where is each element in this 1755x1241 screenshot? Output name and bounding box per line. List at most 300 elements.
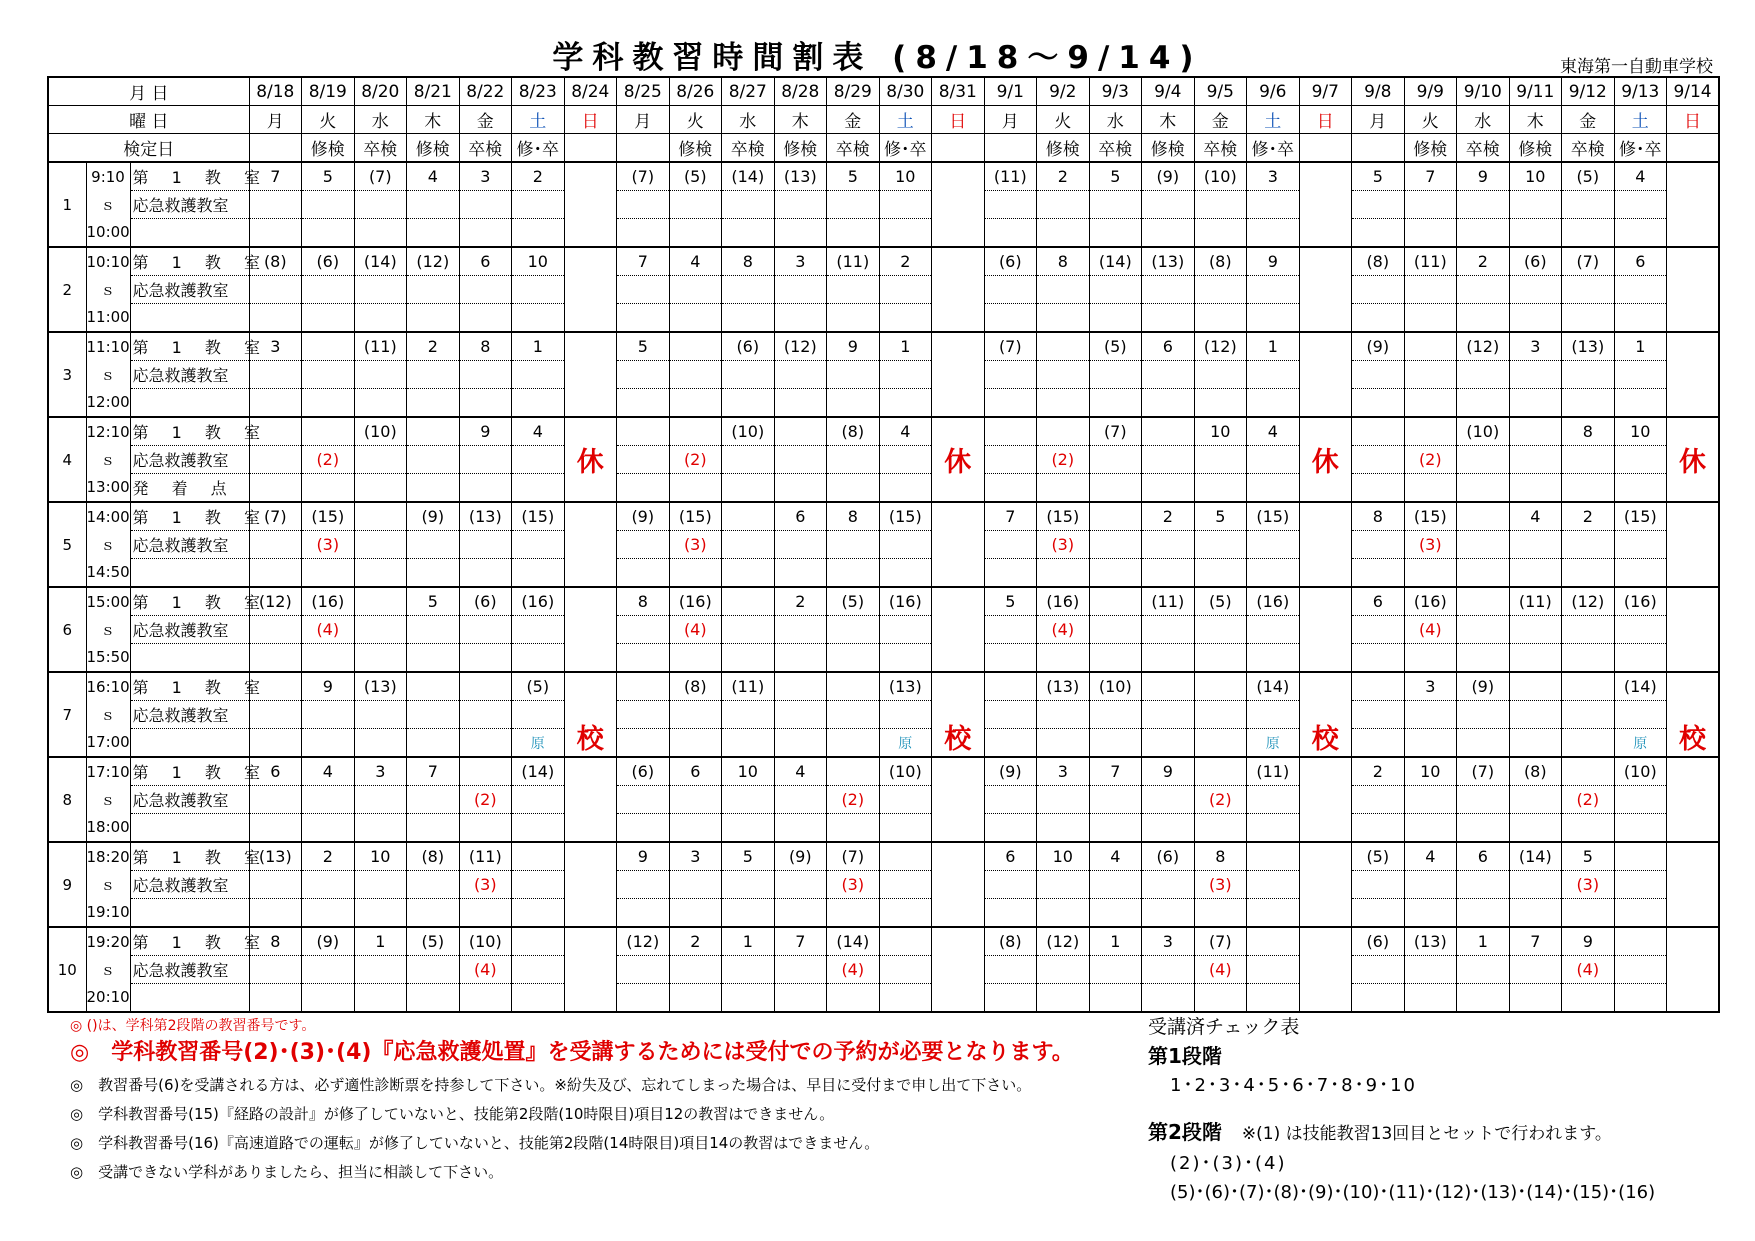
holiday-cell [1299, 757, 1352, 786]
blank-cell [1142, 304, 1195, 333]
first-aid-cell [1404, 191, 1457, 219]
first-aid-cell [984, 616, 1037, 644]
blank-cell [1509, 814, 1562, 843]
blank-cell [1562, 559, 1615, 588]
first-aid-cell [249, 361, 302, 389]
table-row [48, 559, 1719, 588]
first-aid-cell: (2) [459, 786, 512, 814]
first-aid-cell: (4) [1037, 616, 1090, 644]
first-aid-cell [1247, 786, 1300, 814]
room-label: 第 1 教 室 [130, 587, 249, 616]
lesson-cell [407, 672, 460, 701]
check-title: 受講済チェック表 [1148, 1016, 1300, 1038]
holiday-cell [564, 814, 617, 843]
first-aid-cell [879, 871, 932, 899]
lesson-cell: 8 [459, 332, 512, 361]
blank-cell [827, 899, 880, 928]
first-aid-cell [1404, 276, 1457, 304]
lesson-cell [1037, 332, 1090, 361]
lesson-cell: 8 [722, 247, 775, 276]
blank-cell [1352, 644, 1405, 673]
first-aid-cell: (3) [1404, 531, 1457, 559]
first-aid-cell [302, 786, 355, 814]
blank-cell [1457, 729, 1510, 758]
day-dow-cell: 水 [722, 106, 775, 134]
blank-cell [1037, 984, 1090, 1013]
first-aid-cell [302, 191, 355, 219]
table-row [48, 531, 1719, 559]
holiday-cell [1667, 871, 1720, 899]
first-aid-cell [617, 616, 670, 644]
first-aid-cell [879, 701, 932, 729]
blank-cell [1509, 389, 1562, 418]
holiday-cell [932, 587, 985, 616]
blank-cell [249, 304, 302, 333]
lesson-cell [1457, 587, 1510, 616]
time-separator: ｓ [86, 361, 130, 389]
blank-cell [1614, 389, 1667, 418]
blank-cell [1247, 219, 1300, 248]
first-aid-cell [512, 616, 565, 644]
lesson-cell: (12) [407, 247, 460, 276]
holiday-rest-label: 休 [1679, 447, 1707, 478]
lesson-cell: 6 [249, 757, 302, 786]
holiday-cell [932, 304, 985, 333]
holiday-cell [1667, 786, 1720, 814]
first-aid-cell [1562, 361, 1615, 389]
lesson-cell: (16) [1404, 587, 1457, 616]
blank-cell [1404, 984, 1457, 1013]
first-aid-cell: (4) [1562, 956, 1615, 984]
lesson-cell: (12) [1037, 927, 1090, 956]
blank-cell [1037, 814, 1090, 843]
blank-cell [1614, 474, 1667, 503]
lesson-cell: (8) [407, 842, 460, 871]
room-label: 応急救護教室 [130, 446, 249, 474]
first-aid-cell [1089, 616, 1142, 644]
blank-cell [1247, 814, 1300, 843]
room-label: 応急救護教室 [130, 531, 249, 559]
blank-cell [722, 984, 775, 1013]
blank-cell [1142, 984, 1195, 1013]
room-label: 第 1 教 室 [130, 927, 249, 956]
first-aid-cell: (3) [669, 531, 722, 559]
holiday-cell [564, 587, 617, 616]
table-row [48, 361, 1719, 389]
blank-cell [1457, 304, 1510, 333]
blank-cell [827, 984, 880, 1013]
first-aid-cell [984, 786, 1037, 814]
lesson-cell: 3 [354, 757, 407, 786]
room-label [130, 984, 249, 1013]
holiday-school-label: 校 [944, 724, 972, 755]
period-number: 8 [48, 757, 86, 842]
blank-cell [249, 474, 302, 503]
holiday-cell [1299, 672, 1352, 757]
first-aid-cell [984, 276, 1037, 304]
holiday-cell [1299, 842, 1352, 871]
blank-cell [669, 729, 722, 758]
holiday-cell [564, 644, 617, 673]
day-exam-cell [564, 134, 617, 163]
day-exam-cell: 卒検 [1562, 134, 1615, 163]
first-aid-cell [1352, 956, 1405, 984]
first-aid-cell [249, 701, 302, 729]
blank-cell [984, 219, 1037, 248]
day-date-cell: 9/7 [1299, 77, 1352, 106]
blank-cell [984, 304, 1037, 333]
blank-cell [669, 474, 722, 503]
first-aid-cell [1509, 191, 1562, 219]
lesson-cell: 3 [669, 842, 722, 871]
first-aid-cell [1457, 786, 1510, 814]
blank-cell [1509, 644, 1562, 673]
lesson-cell: 4 [1089, 842, 1142, 871]
period-number: 4 [48, 417, 86, 502]
first-aid-cell [1194, 276, 1247, 304]
day-date-cell: 9/10 [1457, 77, 1510, 106]
blank-cell [1509, 899, 1562, 928]
first-aid-cell [1457, 701, 1510, 729]
blank-cell [1247, 304, 1300, 333]
blank-cell [1614, 899, 1667, 928]
day-date-cell: 9/5 [1194, 77, 1247, 106]
day-exam-cell: 修検 [1142, 134, 1195, 163]
blank-cell [1352, 984, 1405, 1013]
first-aid-cell [1457, 616, 1510, 644]
first-aid-cell [354, 956, 407, 984]
blank-cell [407, 899, 460, 928]
blank-cell [1037, 559, 1090, 588]
day-date-cell: 8/26 [669, 77, 722, 106]
first-aid-cell [459, 701, 512, 729]
blank-cell [1194, 814, 1247, 843]
first-aid-cell: (2) [1562, 786, 1615, 814]
lesson-cell: (10) [459, 927, 512, 956]
lesson-cell: (9) [1352, 332, 1405, 361]
blank-cell [774, 899, 827, 928]
blank-cell [354, 814, 407, 843]
lesson-cell: (15) [879, 502, 932, 531]
blank-cell [1562, 474, 1615, 503]
blank-cell [249, 219, 302, 248]
first-aid-cell [1089, 446, 1142, 474]
holiday-cell [1667, 502, 1720, 531]
lesson-cell: (8) [1194, 247, 1247, 276]
first-aid-cell [1142, 871, 1195, 899]
blank-cell [879, 219, 932, 248]
first-aid-cell [1247, 871, 1300, 899]
first-aid-cell: (2) [302, 446, 355, 474]
room-label [130, 899, 249, 928]
blank-cell [1404, 389, 1457, 418]
first-aid-cell [984, 956, 1037, 984]
lesson-cell: 1 [879, 332, 932, 361]
holiday-cell [932, 814, 985, 843]
first-aid-cell [354, 276, 407, 304]
first-aid-cell [1614, 786, 1667, 814]
holiday-cell [1299, 644, 1352, 673]
blank-cell [354, 644, 407, 673]
first-aid-cell [512, 871, 565, 899]
blank-cell [302, 814, 355, 843]
first-aid-cell [669, 871, 722, 899]
first-aid-cell [1247, 616, 1300, 644]
first-aid-cell [879, 616, 932, 644]
first-aid-cell: (2) [1194, 786, 1247, 814]
period-number: 3 [48, 332, 86, 417]
lesson-cell [617, 672, 670, 701]
lesson-cell: 7 [984, 502, 1037, 531]
first-aid-cell [774, 531, 827, 559]
first-aid-cell [407, 276, 460, 304]
lesson-cell: 4 [669, 247, 722, 276]
room-label [130, 814, 249, 843]
first-aid-cell [722, 191, 775, 219]
holiday-cell [564, 616, 617, 644]
lesson-cell: (10) [1614, 757, 1667, 786]
first-aid-cell [1352, 786, 1405, 814]
blank-cell [669, 389, 722, 418]
first-aid-cell [984, 446, 1037, 474]
period-time: 18:00 [86, 814, 130, 843]
period-time: 10:00 [86, 219, 130, 248]
stage1-list: 1･2･3･4･5･6･7･8･9･10 [1170, 1075, 1417, 1096]
lesson-cell [774, 417, 827, 446]
holiday-school-label: 校 [576, 724, 604, 755]
lesson-cell: (6) [617, 757, 670, 786]
table-row [48, 672, 1719, 701]
lesson-cell [984, 417, 1037, 446]
lesson-cell [1089, 502, 1142, 531]
lesson-cell: 6 [1352, 587, 1405, 616]
table-row [48, 701, 1719, 729]
period-time: 17:10 [86, 757, 130, 786]
blank-cell [1562, 984, 1615, 1013]
first-aid-cell [1614, 701, 1667, 729]
lesson-cell: 5 [1089, 162, 1142, 191]
blank-cell [669, 984, 722, 1013]
blank-cell [1194, 474, 1247, 503]
lesson-cell: 5 [407, 587, 460, 616]
blank-cell [302, 559, 355, 588]
lesson-cell: 6 [774, 502, 827, 531]
first-aid-cell [1614, 276, 1667, 304]
first-aid-cell [1404, 361, 1457, 389]
blank-cell [1194, 389, 1247, 418]
lesson-cell: (13) [249, 842, 302, 871]
period-time: 15:50 [86, 644, 130, 673]
lesson-cell: (14) [1089, 247, 1142, 276]
room-label: 第 1 教 室 [130, 247, 249, 276]
table-row [48, 956, 1719, 984]
lesson-cell: (7) [354, 162, 407, 191]
lesson-cell: 4 [879, 417, 932, 446]
holiday-cell [932, 389, 985, 418]
exam-header: 検定日 [48, 134, 249, 163]
blank-cell [879, 474, 932, 503]
blank-cell [1089, 219, 1142, 248]
lesson-cell: (11) [1404, 247, 1457, 276]
first-aid-cell [512, 361, 565, 389]
day-dow-cell: 水 [1457, 106, 1510, 134]
blank-cell [459, 644, 512, 673]
blank-cell [1089, 559, 1142, 588]
lesson-cell: (14) [512, 757, 565, 786]
blank-cell [722, 814, 775, 843]
lesson-cell: 5 [617, 332, 670, 361]
lesson-cell: (7) [1089, 417, 1142, 446]
blank-cell [512, 899, 565, 928]
first-aid-cell [1614, 616, 1667, 644]
first-aid-cell [1352, 276, 1405, 304]
lesson-cell: 10 [1509, 162, 1562, 191]
first-aid-cell: (4) [1194, 956, 1247, 984]
day-exam-cell: 卒検 [827, 134, 880, 163]
first-aid-cell [1089, 361, 1142, 389]
blank-cell [1142, 389, 1195, 418]
table-row [48, 871, 1719, 899]
blank-cell [984, 559, 1037, 588]
lesson-cell: (12) [249, 587, 302, 616]
first-aid-cell [722, 446, 775, 474]
day-dow-cell: 金 [1562, 106, 1615, 134]
day-exam-cell: 修･卒 [1247, 134, 1300, 163]
blank-cell [879, 304, 932, 333]
day-date-cell: 8/24 [564, 77, 617, 106]
lesson-cell [459, 757, 512, 786]
lesson-cell: (9) [1457, 672, 1510, 701]
first-aid-cell [302, 276, 355, 304]
blank-cell [1142, 219, 1195, 248]
lesson-cell [827, 672, 880, 701]
room-label: 応急救護教室 [130, 956, 249, 984]
blank-cell [774, 389, 827, 418]
lesson-cell: (5) [827, 587, 880, 616]
day-dow-cell: 火 [302, 106, 355, 134]
lesson-cell: (6) [984, 247, 1037, 276]
note-consult: ◎ 受講できない学科がありましたら、担当に相談して下さい。 [70, 1163, 504, 1181]
first-aid-cell [1037, 871, 1090, 899]
blank-cell [407, 389, 460, 418]
blank-cell [827, 304, 880, 333]
first-aid-cell [407, 956, 460, 984]
page-title: 学科教習時間割表 (8/18〜9/14) [552, 40, 1203, 76]
lesson-cell: (16) [669, 587, 722, 616]
first-aid-cell [984, 701, 1037, 729]
first-aid-cell [722, 276, 775, 304]
lesson-cell [1614, 842, 1667, 871]
first-aid-cell [617, 361, 670, 389]
first-aid-cell [302, 361, 355, 389]
day-exam-cell [984, 134, 1037, 163]
day-exam-cell [249, 134, 302, 163]
day-exam-cell: 卒検 [722, 134, 775, 163]
day-date-cell: 8/22 [459, 77, 512, 106]
first-aid-cell [249, 276, 302, 304]
lesson-cell: 9 [827, 332, 880, 361]
day-exam-cell: 卒検 [1457, 134, 1510, 163]
first-aid-cell [1562, 446, 1615, 474]
blank-cell [459, 899, 512, 928]
blank-cell [407, 729, 460, 758]
lesson-cell [1352, 672, 1405, 701]
holiday-cell [932, 871, 985, 899]
holiday-cell [1299, 786, 1352, 814]
blank-cell [722, 644, 775, 673]
day-dow-cell: 月 [1352, 106, 1405, 134]
lesson-cell: 1 [1247, 332, 1300, 361]
holiday-cell [564, 361, 617, 389]
first-aid-cell [407, 191, 460, 219]
holiday-cell [1667, 332, 1720, 361]
room-label: 第 1 教 室 [130, 162, 249, 191]
holiday-cell [1299, 219, 1352, 248]
first-aid-cell [1457, 191, 1510, 219]
room-label [130, 644, 249, 673]
first-aid-cell [774, 956, 827, 984]
lesson-cell: 10 [1614, 417, 1667, 446]
first-aid-cell [302, 871, 355, 899]
holiday-cell [932, 984, 985, 1013]
holiday-rest-label: 休 [576, 447, 604, 478]
lesson-cell [1089, 587, 1142, 616]
room-label: 第 1 教 室 [130, 332, 249, 361]
day-exam-cell [1667, 134, 1720, 163]
first-aid-cell [1089, 786, 1142, 814]
lesson-cell: 3 [1509, 332, 1562, 361]
first-aid-cell [1247, 191, 1300, 219]
lesson-cell: (9) [302, 927, 355, 956]
lesson-cell: 9 [459, 417, 512, 446]
holiday-cell [932, 417, 985, 502]
blank-cell [984, 729, 1037, 758]
day-date-cell: 9/14 [1667, 77, 1720, 106]
lesson-cell: 5 [722, 842, 775, 871]
lesson-cell: (15) [1037, 502, 1090, 531]
first-aid-cell [827, 616, 880, 644]
first-aid-cell [1509, 446, 1562, 474]
table-row [48, 587, 1719, 616]
blank-cell [1562, 644, 1615, 673]
attendance-check-table [1148, 1013, 1655, 1207]
first-aid-cell [722, 701, 775, 729]
first-aid-cell [1037, 361, 1090, 389]
first-aid-cell [1089, 191, 1142, 219]
first-aid-cell [774, 361, 827, 389]
blank-cell [1562, 899, 1615, 928]
lesson-cell: (8) [669, 672, 722, 701]
first-aid-cell [617, 786, 670, 814]
lesson-cell: (7) [1457, 757, 1510, 786]
first-aid-cell [1457, 276, 1510, 304]
first-aid-cell: (3) [827, 871, 880, 899]
lesson-cell: 1 [512, 332, 565, 361]
day-dow-cell: 水 [1089, 106, 1142, 134]
lesson-cell [302, 332, 355, 361]
period-number: 1 [48, 162, 86, 247]
blank-cell [669, 559, 722, 588]
blank-cell [1509, 729, 1562, 758]
blank-cell [827, 219, 880, 248]
first-aid-cell [617, 446, 670, 474]
table-row [48, 417, 1719, 446]
first-aid-cell [722, 616, 775, 644]
blank-cell [354, 559, 407, 588]
lesson-cell: 5 [1562, 842, 1615, 871]
lesson-cell: (6) [1352, 927, 1405, 956]
room-label: 応急救護教室 [130, 871, 249, 899]
